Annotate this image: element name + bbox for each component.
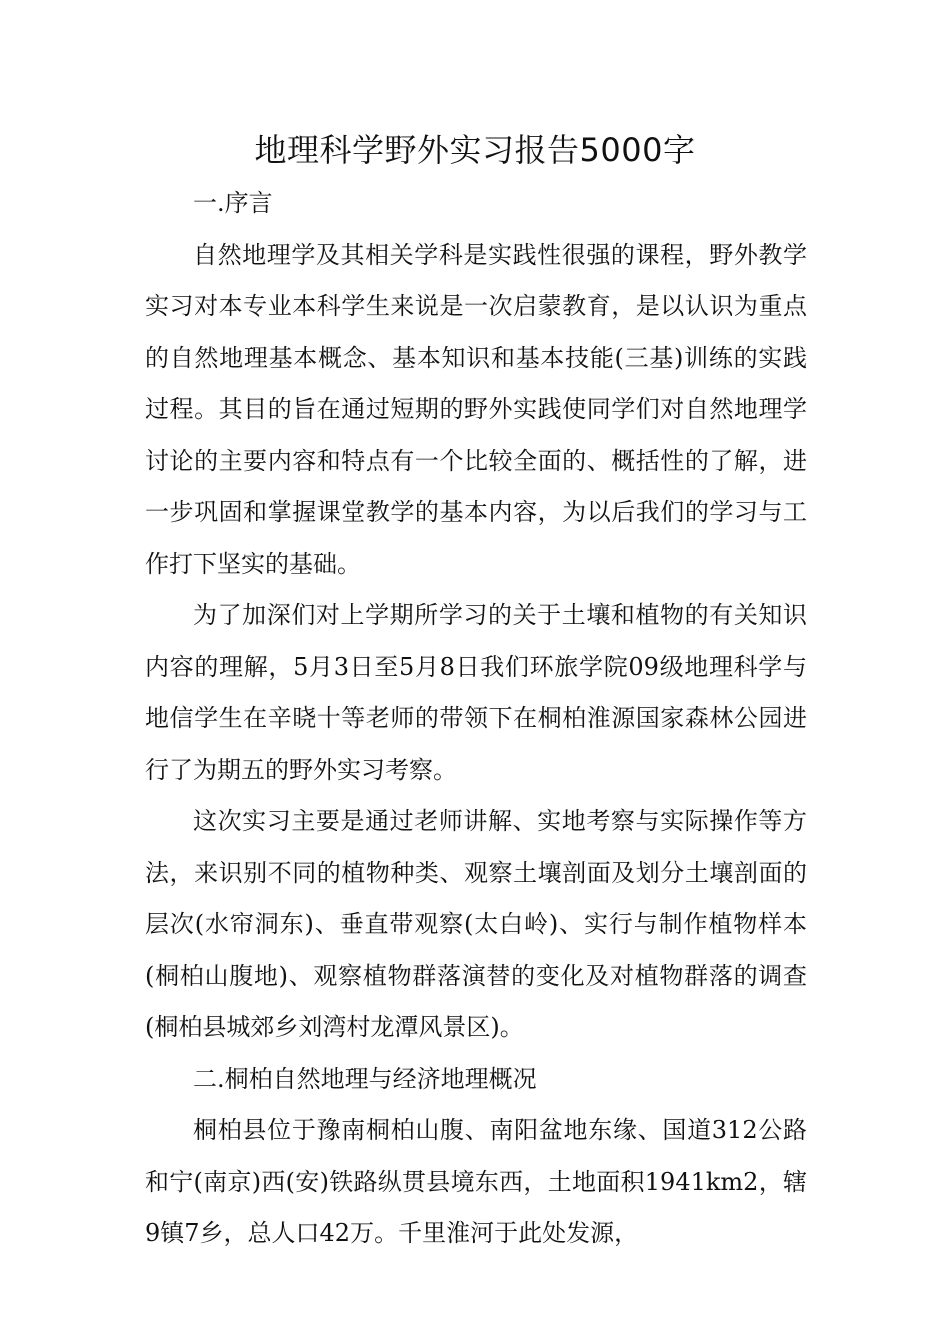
paragraph-1: 自然地理学及其相关学科是实践性很强的课程，野外教学实习对本专业本科学生来说是一次启蒙教育，是以认识为重点的自然地理基本概念、基本知识和基本技能(三基)训练的实践过程。其目的旨在通过短期的野外实践使同学们对自然地理学讨论的主要内容和特点有一个比较全面的、概括性的了解，进一步巩固和掌握课堂教学的基本内容，为以后我们的学习与工作打下坚实的基础。 — [145, 240, 807, 578]
document-title: 地理科学野外实习报告5000字 — [254, 131, 696, 169]
preface-heading: 一.序言 — [193, 189, 273, 217]
document-body — [145, 178, 807, 1260]
overview-heading: 二.桐柏自然地理与经济地理概况 — [193, 1064, 537, 1093]
paragraph-3: 这次实习主要是通过老师讲解、实地考察与实际操作等方法，来识别不同的植物种类、观察土壤剖面及划分土壤剖面的层次(水帘洞东)、垂直带观察(太白岭)、实行与制作植物样本(桐柏山腹地)、观察植物群落演替的变化及对植物群落的调查(桐柏县城郊乡刘湾村龙潭风景区)。 — [145, 807, 807, 1041]
paragraph-2: 为了加深们对上学期所学习的关于土壤和植物的有关知识内容的理解，5月3日至5月8日我们环旅学院09级地理科学与地信学生在辛晓十等老师的带领下在桐柏淮源国家森林公园进行了为期五的野外实习考察。 — [145, 601, 807, 784]
paragraph-4: 桐柏县位于豫南桐柏山腹、南阳盆地东缘、国道312公路和宁(南京)西(安)铁路纵贯县境东西，土地面积1941km2，辖9镇7乡，总人口42万。千里淮河于此处发源， — [145, 1116, 807, 1247]
